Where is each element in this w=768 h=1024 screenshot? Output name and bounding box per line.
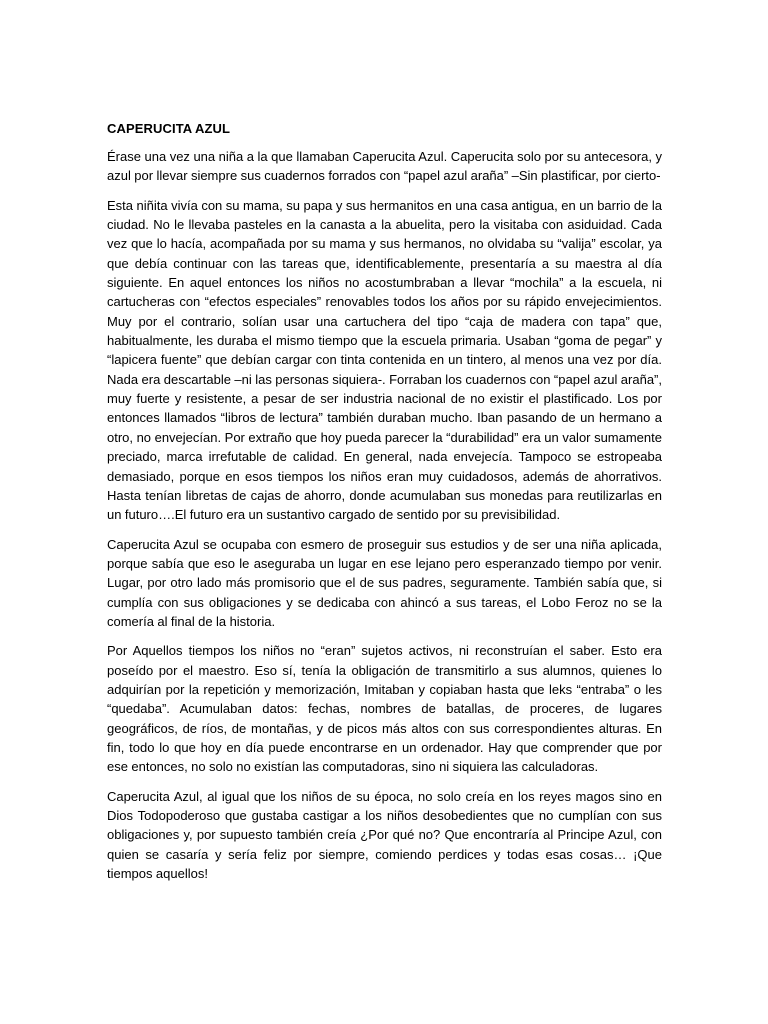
paragraph-4: Por Aquellos tiempos los niños no “eran” sujetos activos, ni reconstruían el saber. Esto era poseído por el maestro. Eso sí, tenía la obligación de transmitirlo a sus alumnos, quienes lo adquirían por la repetición y memorización, Imitaban y copiaban hasta que leks “entraba” o les “quedaba”. Acumulaban datos: fechas, nombres de batallas, de proceres, de lugares geográficos, de ríos, de montañas, y de picos más altos con sus correspondientes alturas. En fin, todo lo que hoy en día puede encontrarse en un ordenador. Hay que comprender que por ese entonces, no solo no existían las computadoras, sino ni siquiera las calculadoras. <box>107 643 662 775</box>
paragraph-5: Caperucita Azul, al igual que los niños de su época, no solo creía en los reyes magos sino en Dios Todopoderoso que gustaba castigar a los niños desobedientes que no cumplían con sus obligaciones y, por supuesto también creía ¿Por qué no? Que encontraría al Principe Azul, con quien se casaría y sería feliz por siempre, comiendo perdices y todas esas cosas… ¡Que tiempos aquellos! <box>107 788 662 882</box>
document-title: CAPERUCITA AZUL <box>107 121 231 136</box>
document-body <box>107 119 662 893</box>
paragraph-2: Esta niñita vivía con su mama, su papa y sus hermanitos en una casa antigua, en un barrio de la ciudad. No le llevaba pasteles en la canasta a la abuelita, pero la visitaba con asiduidad. Cada vez que lo hacía, acompañada por su mama y sus hermanos, no olvidaba su “valija” escolar, ya que debía continuar con las tareas que, identificablemente, presentaría a su maestra al día siguiente. En aquel entonces los niños no acostumbraban a llevar “mochila” a la escuela, ni cartucheras con “efectos especiales” renovables todos los años por su rápido envejecimientos. Muy por el contrario, solían usar una cartuchera del tipo “caja de madera con tapa” que, habitualmente, les duraba el mismo tiempo que la escuela primaria. Usaban “goma de pegar” y “lapicera fuente” que debían cargar con tinta contenida en un tintero, al menos una vez por día. Nada era descartable –ni las personas siquiera-. Forraban los cuadernos con “papel azul araña”, muy fuerte y resistente, a pesar de ser industria nacional de no existir el plastificado. Los por entonces llamados “libros de lectura” también duraban mucho. Iban pasando de un hermano a otro, no envejecían. Por extraño que hoy pueda parecer la “durabilidad” era un valor sumamente preciado, marca irrefutable de calidad. En general, nada envejecía. Tampoco se estropeaba demasiado, porque en esos tiempos los niños eran muy cuidadosos, además de ahorrativos. Hasta tenían libretas de cajas de ahorro, donde acumulaban sus monedas para reutilizarlas en un futuro….El futuro era un sustantivo cargado de sentido por su previsibilidad. <box>107 197 662 523</box>
paragraph-1: Érase una vez una niña a la que llamaban Caperucita Azul. Caperucita solo por su antecesora, y azul por llevar siempre sus cuadernos forrados con “papel azul araña” –Sin plastificar, por cierto- <box>107 149 662 184</box>
paragraph-3: Caperucita Azul se ocupaba con esmero de proseguir sus estudios y de ser una niña aplicada, porque sabía que eso le aseguraba un lugar en ese lejano pero esperanzado tiempo por venir. Lugar, por otro lado más promisorio que el de sus padres, seguramente. También sabía que, si cumplía con sus obligaciones y se dedicaba con ahincó a sus tareas, el Lobo Feroz no se la comería al final de la historia. <box>107 536 662 629</box>
